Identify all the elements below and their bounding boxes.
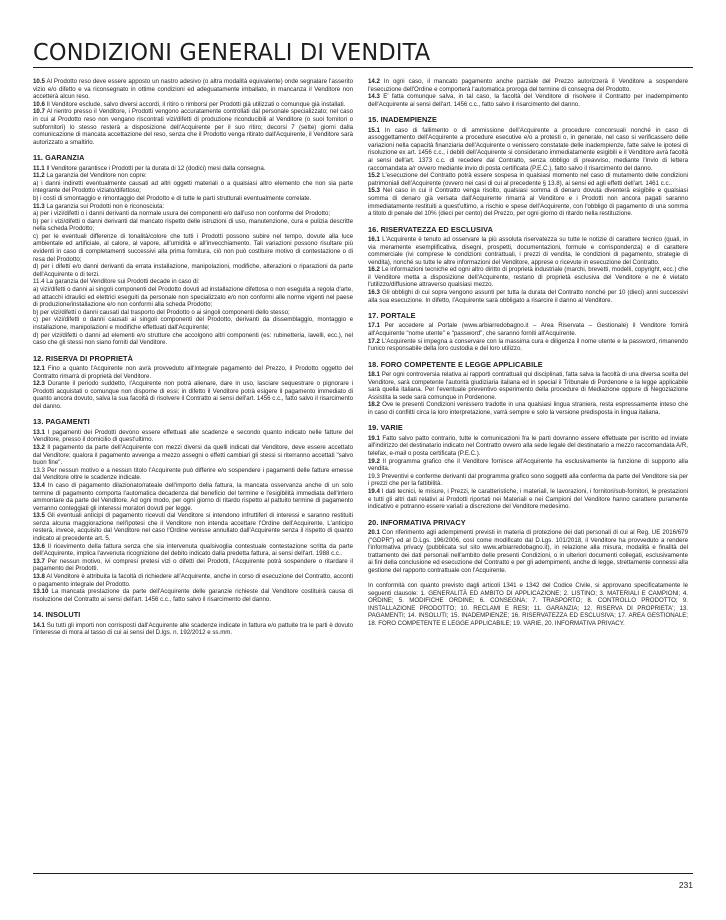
clause-19-2: 19.2 Il programma grafico che il Venditore fornisce all'Acquirente ha esclusivamente la funzione di supporto alla vendita. [368,457,688,473]
clause-16-3: 16.3 Gli obblighi di cui sopra vengono assunti per tutta la durata del Contratto nonché per 10 (dieci) anni successivi alla sua esecuzione. In difetto, l'Acquirente sarà obbligato a risarcire il danno al Venditore. [368,289,688,304]
clause-11-2-b: b) i costi di smontaggio e rimontaggio del Prodotto e di tutte le parti strutturali eventualmente correlate. [33,194,312,202]
clause-12-3: 12.3 Durante il periodo suddetto, l'Acquirente non potrà alienare, dare in uso, lasciare sequestrare o pignorare i Prodotti acquistati o comunque non disporne di essi; in difetto il Venditore potrà esigere il pagamento immediato di quanto ancora dovuto, salva la sua facoltà di risolvere il Contratto ai sensi dell'art. 1456 c.c., fatto salvo il risarcimento del danno. [33,380,353,410]
section-heading-15: 15. INADEMPIENZE [368,115,437,125]
clause-13-1: 13.1 I pagamenti dei Prodotti devono essere effettuati alle scadenze e secondo quanto indicato nelle fatture del Venditore, presso il domicilio di quest'ultimo. [33,428,353,444]
clause-11-3-d: d) per i difetti e/o danni derivanti da errata installazione, manipolazioni, modifiche, alterazioni o riparazioni da parte dell'Acquirente o di terzi. [33,263,353,278]
section-heading-20: 20. INFORMATIVA PRIVACY [368,517,466,527]
clause-11-3-c: c) per le eventuali differenze di tonalità/colore che tutti i Prodotti possono subire nel tempo, dovute alla luce ambientale ed artificiale, al calore, al vapore, all'umidità e all'invecchiamento. Tali variazioni possono risultare più evidenti in caso di completamenti successivi alla prima fornitura, ciò non può costituire motivo di contestazione o di resa del Prodotto; [33,232,353,263]
clause-20-1: 20.1 Con riferimento agli adempimenti previsti in materia di protezione dei dati personali di cui al Reg. UE 2016/679 ("GDPR") ed al D.Lgs. 196/2006, così come modificato dal D.Lgs. 101/2018, il Venditore ha provveduto a rendere l'informativa privacy (pubblicata sul sito www.arbiarredobagno.it), in relazione alla misura, modalità e finalità del trattamento dei dati personali nell'ambito delle presenti Condizioni, o in ulteriori documenti collegati, esclusivamente ai fini della conclusione ed esecuzione del Contratto e per gli adempimenti, anche di legge, strettamente connessi alla gestione del rapporto contrattuale con l'Acquirente. [368,528,688,574]
clause-13-6: 13.6 Il ricevimento della fattura senza che sia intervenuta qualsivoglia contestuale contestazione scritta da parte dell'Acquirente, implica l'avvenuta ricognizione del debito indicato dalla predetta fattura, ai sensi dell'art. 1988 c.c.. [33,542,353,558]
section-heading-14: 14. INSOLUTI [33,610,81,620]
clause-15-2: 15.2 L'esecuzione del Contratto potrà essere sospesa in qualsiasi momento nel caso di mutamento delle condizioni patrimoniali dell'Acquirente (ovvero nei casi di cui al precedente § 13.8), ai sensi ed agli effetti dell'art. 1461 c.c.. [368,172,688,187]
clause-11-4-b: b) per vizi/difetti o danni causati dal trasporto del Prodotto o ai singoli componenti dello stesso; [33,308,290,316]
clause-15-1: 15.1 In caso di fallimento o di ammissione dell'Acquirente a procedure concorsuali nonché in caso di assoggettamento dell'Acquirente a procedure esecutive e/o a protesti o, in generale, nel caso si verificassero delle variazioni nella capacità finanziaria dell'Acquirente o venissero constatate delle inadempienze, fatte salve le ipotesi di risoluzione ex art. 1456 c.c., i debiti dell'Acquirente si considerano immediatamente esigibili e il Venditore avrà facoltà ai sensi dell'art. 1373 c.c. di recedere dal Contratto, senza obbligo di preavviso, mediante l'invio di lettera raccomandata a/r ovvero mediante invio di posta certificata (P.E.C.), fatto salvo il risarcimento del danno. [368,126,688,172]
clause-10-5: 10.5 Al Prodotto reso deve essere apposto un nastro adesivo (o altra modalità equivalente) onde segnalare l'asserito vizio e/o difetto e va riconsegnato in ottime condizioni ed adeguatamente imballato, in mancanza il Venditore non accetterà alcun reso. [33,78,353,101]
clause-13-5: 13.5 Gli eventuali anticipi di pagamento ricevuti dal Venditore si intendono infruttiferi di interessi e saranno restituiti senza alcuna maggiorazione nell'ipotesi che il Venditore non intenda accettare l'Ordine dell'Acquirente. L'anticipo resterà, invece, acquisito dal Venditore nel caso l'Ordine venisse annullato dall'Acquirente senza il rispetto di quanto indicato al precedente art. 5. [33,512,353,543]
clause-10-6: 10.6 Il Venditore esclude, salvo diversi accordi, il ritiro o rimborsi per Prodotti già utilizzati o comunque già installati. [33,100,346,108]
clause-13-4: 13.4 In caso di pagamento dilazionato/rateale dell'importo della fattura, la mancata osservanza anche di un solo termine di pagamento comporta l'automatica decadenza dal beneficio del termine e l'esigibilità immediata dell'intero ammontare da parte del Venditore. Ad ogni modo, per ogni giorno di ritardo rispetto al pattuito termine di pagamento verranno conteggiati gli interessi moratori dovuti per legge. [33,481,353,512]
clause-11-3-a: a) per i vizi/difetti o i danni derivanti da normale usura dei componenti e/o dall'uso non conforme del Prodotto; [33,210,331,218]
clause-12-1: 12.1 Fino a quanto l'Acquirente non avrà provveduto all'integrale pagamento del Prezzo, il Prodotto oggetto del Contratto rimarrà di proprietà del Venditore. [33,365,353,380]
clause-17-2: 17.2 L'Acquirente si impegna a conservare con la massima cura e diligenza il nome utente e la password, rimanendo l'unico responsabile della loro custodia e del loro utilizzo. [368,337,688,353]
page-title: CONDIZIONI GENERALI DI VENDITA [33,38,431,66]
clause-11-4-c: c) per vizi/difetti o danni causati ai singoli componenti del Prodotto, derivanti da dissemblaggio, montaggio e installazione, manipolazioni e modifiche effettuati dall'Acquirente; [33,316,353,332]
clause-11-3: 11.3 La garanzia sui Prodotti non è riconosciuta: [33,202,165,210]
left-column [33,78,353,637]
section-heading-16: 16. RISERVATEZZA ED ESCLUSIVA [368,224,493,234]
clause-13-7: 13.7 Per nessun motivo, ivi compresi pretesi vizi o difetti dei Prodotti, l'Acquirente potrà sospendere o ritardare il pagamento dei Prodotti. [33,557,353,573]
clause-18-1: 18.1 Per ogni controversia relativa ai rapporti contrattuali qui disciplinati, fatta salva la facoltà di una diversa scelta del Venditore, sarà competente l'autorità giudiziaria italiana ed in special il Tribunale di Pordenone e la legge applicabile sarà quella italiana. Per l'eventuale preventivo esperimento della procedure di Mediazione oppure di Negoziazione Assistita la sede sarà comunque in Pordenone. [368,371,688,401]
clause-14-3: 14.3 E' fatta comunque salva, in tal caso, la facoltà del Venditore di risolvere il Contratto per inadempimento dell'Acquirente ai sensi dell'art. 1456 c.c., fatto salvo il risarcimento del danno. [368,93,688,108]
clause-16-2: 16.2 Le informazioni tecniche ed ogni altro diritto di proprietà industriale (marchi, brevetti, modelli, copyright, ecc.) che il Venditore metta a disposizione dell'Acquirente, restano di proprietà esclusiva del Venditore e ne è vietato l'utilizzo/diffusione attraverso qualsiasi mezzo. [368,266,688,289]
clause-19-4: 19.4 I dati tecnici, le misure, i Prezzi, le caratteristiche, i materiali, le lavorazioni, i fornitori/sub-fornitori, le prestazioni e tutti gli altri dati relativi ai Prodotti riportati nei Materiali e nei Campioni del Venditore hanno carattere puramente indicativo e potranno essere variati a discrezione del Venditore medesimo. [368,487,688,511]
title-divider [33,67,693,68]
section-heading-17: 17. PORTALE [368,311,416,321]
clause-11-4-d: d) per vizi/difetti o danni ad elementi e/o strutture che accolgono altri componenti (es: rubinetteria, lavelli, ecc.), nel caso che gli stessi non siano forniti dal Venditore. [33,331,353,347]
clause-13-3: 13.3 Per nessun motivo e a nessun titolo l'Acquirente può differire e/o sospendere i pagamenti delle fatture emesse dal Venditore oltre le scadenze indicate. [33,466,353,482]
right-column [368,78,688,628]
clause-13-8: 13.8 Al Venditore è attribuita la facoltà di richiedere all'Acquirente, anche in corso di esecuzione del Contratto, acconti o pagamento integrale del Prodotto. [33,573,353,588]
clause-11-2: 11.2 La garanzia del Venditore non copre: [33,172,147,180]
approval-clauses: In conformità con quanto previsto dagli articoli 1341 e 1342 del Codice Civile, si approvano specificatamente le seguenti clausole: 1. GENERALITÀ ED AMBITO DI APPLICAZIONE; 2. LISTINO; 3. MATERIALI E CAMPIONI; 4. ORDINE; 5. MODIFICHE ORDINE; 6. CONSEGNA; 7. TRASPORTO; 8. CONTROLLO PRODOTTO; 9. INSTALLAZIONE PRODOTTO; 10. RECLAMI E RESI; 11. GARANZIA; 12. RISERVA DI PROPRIETA'; 13. PAGAMENTI; 14. INSOLUTI; 15. INADEMPIENZE; 16. RISERVATEZZA ED ESCLUSIVA; 17. AREA GESTIONALE; 18. FORO COMPETENTE E LEGGE APPLICABILE; 19. VARIE, 20. INFORMATIVA PRIVACY. [368,582,688,628]
clause-17-1: 17.1 Per accedere al Portale (www.arbiarredobagno.it – Area Riservata – Gestionale) il Venditore fornirà all'Acquirente "nome utente" e "password", che saranno forniti all'Acquirente. [368,322,688,338]
clause-10-7: 10.7 Al rientro presso il Venditore, i Prodotti vengono accuratamente controllati dal personale specializzato; nel caso in cui al Prodotto reso non vengano riscontrati vizi/difetti di produzione riconducibili al Venditore (o suoi fornitori o subfornitori) lo stesso resterà a disposizione dell'Acquirente per il suo ritiro; decorsi 7 (sette) giorni dalla comunicazione di mancata accettazione del reso, senza che il Prodotto venga ritirato dall'Acquirente, il Venditore sarà autorizzato a smaltirlo. [33,108,353,146]
clause-11-3-b: b) per i vizi/difetti o danni derivanti dal mancato rispetto delle istruzioni di uso, manutenzione, cura e pulizia descritte nella scheda Prodotto; [33,217,353,233]
clause-16-1: 16.1 L'Acquirente è tenuto ad osservare la più assoluta riservatezza su tutte le notizie di carattere tecnico (quali, in via meramente esemplificativa, disegni, prospetti, documentazioni, formule e corrispondenza) e di carattere commerciale (ivi comprese le condizioni contrattuali, i prezzi di vendita, le condizioni di pagamento, strategie di vendita), nonché su tutte le altre informazioni del Venditore, apprese o ricevute in esecuzione del Contratto. [368,235,688,266]
clause-13-10: 13.10 La mancata prestazione da parte dell'Acquirente delle garanzie richieste dal Venditore costituirà causa di risoluzione del Contratto ai sensi dell'art. 1456 c.c., fatto salvo il risarcimento del danno. [33,588,353,603]
page-number: 231 [678,880,693,890]
clause-19-1: 19.1 Fatto salvo patto contrario, tutte le comunicazioni fra le parti dovranno essere effettuate per iscritto ed inviate all'indirizzo del destinatario indicato nel Contratto ovvero alla sede legale del destinatario a mezzo raccomandata A/R, telefax, e-mail o posta certificata (P.E.C.). [368,434,688,457]
clause-14-2: 14.2 In ogni caso, il mancato pagamento anche parziale del Prezzo autorizzerà il Venditore a sospendere l'esecuzione dell'Ordine e comporterà l'automatica proroga del termine di consegna del Prodotto. [368,78,688,93]
clause-18-2: 18.2 Ove le presenti Condizioni venissero tradotte in una qualsiasi lingua straniera, resta espressamente inteso che in caso di conflitti circa la loro interpretazione, varrà sempre e solo la versione predisposta in lingua italiana. [368,401,688,416]
clause-11-1: 11.1 Il Venditore garantisce i Prodotti per la durata di 12 (dodici) mesi dalla consegna. [33,164,266,172]
footer-divider [33,873,693,874]
section-heading-12: 12. RISERVA DI PROPRIETÀ [33,353,133,363]
clause-11-4: 11.4 La garanzia del Venditore sui Prodotti decade in caso di: [33,278,200,286]
section-heading-11: 11. GARANZIA [33,153,85,163]
section-heading-19: 19. VARIE [368,423,403,433]
clause-19-3: 19.3 Preventivi e conferme derivanti dal programma grafico sono soggetti alla conferma da parte del Venditore sia per i prezzi che per la fattibilità. [368,472,688,488]
clause-15-3: 15.3 Nel caso in cui il Contratto venga risolto, qualsiasi somma di denaro dovuta diventerà esigibile e qualsiasi somma di denaro già versata dall'Acquirente rimarrà al Venditore e i Prodotti non ancora pagati saranno immediatamente restituiti a quest'ultimo, a rischio e spese dell'Acquirente, con l'obbligo di pagamento di una somma a titolo di penale del 10% (dieci per cento) del Prezzo, per ogni giorno di ritardo nella restituzione. [368,187,688,218]
clause-11-2-a: a) i danni indiretti eventualmente causati ad altri oggetti materiali o a qualsiasi altro elemento che non sia parte integrante del Prodotto viziato/difettoso; [33,179,353,195]
clause-11-4-a: a) vizi/difetti o danni ai singoli componenti del Prodotto dovuti ad installazione difettosa o non eseguita a regola d'arte, ad attacchi idraulici ed elettrici eseguiti da personale non specializzato e/o non conformi alle norme vigenti nel paese di produzione/installazione e/o non conformi alla scheda Prodotto; [33,286,353,309]
section-heading-18: 18. FORO COMPETENTE E LEGGE APPLICABILE [368,359,543,369]
clause-13-2: 13.2 Il pagamento da parte dell'Acquirente con mezzi diversi da quelli indicati dal Venditore, deve essere accettato dal Venditore; qualora il pagamento avvenga a mezzo assegni o effetti cambiari gli stessi si riterranno accettati "salvo buon fine". [33,443,353,467]
section-heading-13: 13. PAGAMENTI [33,417,90,427]
clause-14-1: 14.1 Su tutti gli importi non corrisposti dall'Acquirente alle scadenze indicate in fattura e/o pattuite tra le parti è dovuto l'interesse di mora al tasso di cui ai sensi del D.lgs. n. 192/2012 e ss.mm. [33,621,353,637]
